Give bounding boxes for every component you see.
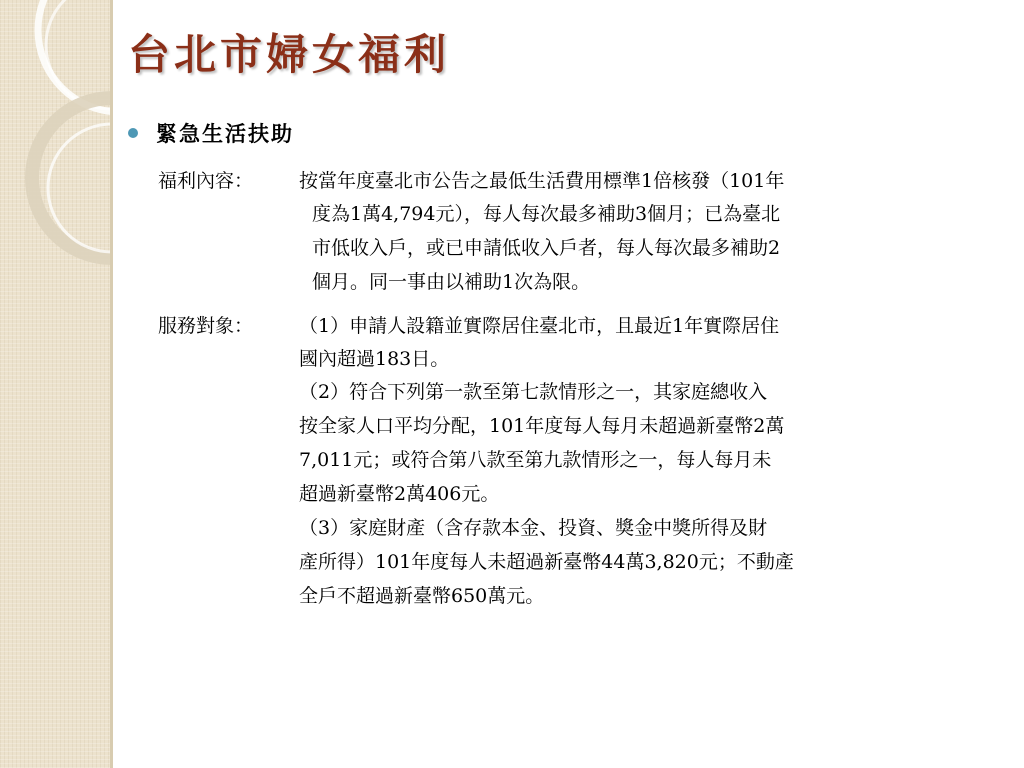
bullet-heading: 緊急生活扶助 — [156, 121, 294, 146]
decorative-circles — [0, 0, 112, 768]
target-line: 國內超過183日。 — [299, 348, 450, 370]
target-line: 超過新臺幣2萬406元。 — [299, 483, 500, 505]
page-title: 台北市婦女福利 — [128, 30, 451, 79]
content-label: 福利內容： — [158, 170, 254, 192]
bullet-item — [128, 118, 294, 148]
content-line: 按當年度臺北市公告之最低生活費用標準1倍核發（101年 — [299, 170, 785, 192]
side-panel-edge — [110, 0, 113, 768]
target-line: 按全家人口平均分配，101年度每人每月未超過新臺幣2萬 — [299, 415, 785, 437]
target-line: （3）家庭財產（含存款本金、投資、獎金中獎所得及財 — [299, 517, 768, 539]
target-line: （1）申請人設籍並實際居住臺北市，且最近1年實際居住 — [299, 315, 780, 337]
decorative-side-panel — [0, 0, 112, 768]
content-line: 度為1萬4,794元），每人每次最多補助3個月；已為臺北 — [312, 203, 781, 225]
target-line: 全戶不超過新臺幣650萬元。 — [299, 585, 545, 607]
target-label: 服務對象： — [158, 315, 254, 337]
content-line: 市低收入戶，或已申請低收入戶者，每人每次最多補助2 — [312, 237, 781, 259]
decor-ring-grey — [32, 98, 112, 258]
target-line: （2）符合下列第一款至第七款情形之一，其家庭總收入 — [299, 381, 768, 403]
content-line: 個月。同一事由以補助1次為限。 — [312, 271, 591, 293]
target-line: 7,011元；或符合第八款至第九款情形之一，每人每月未 — [299, 449, 772, 471]
bullet-dot-icon — [128, 128, 138, 138]
target-line: 產所得）101年度每人未超過新臺幣44萬3,820元；不動產 — [299, 551, 794, 573]
